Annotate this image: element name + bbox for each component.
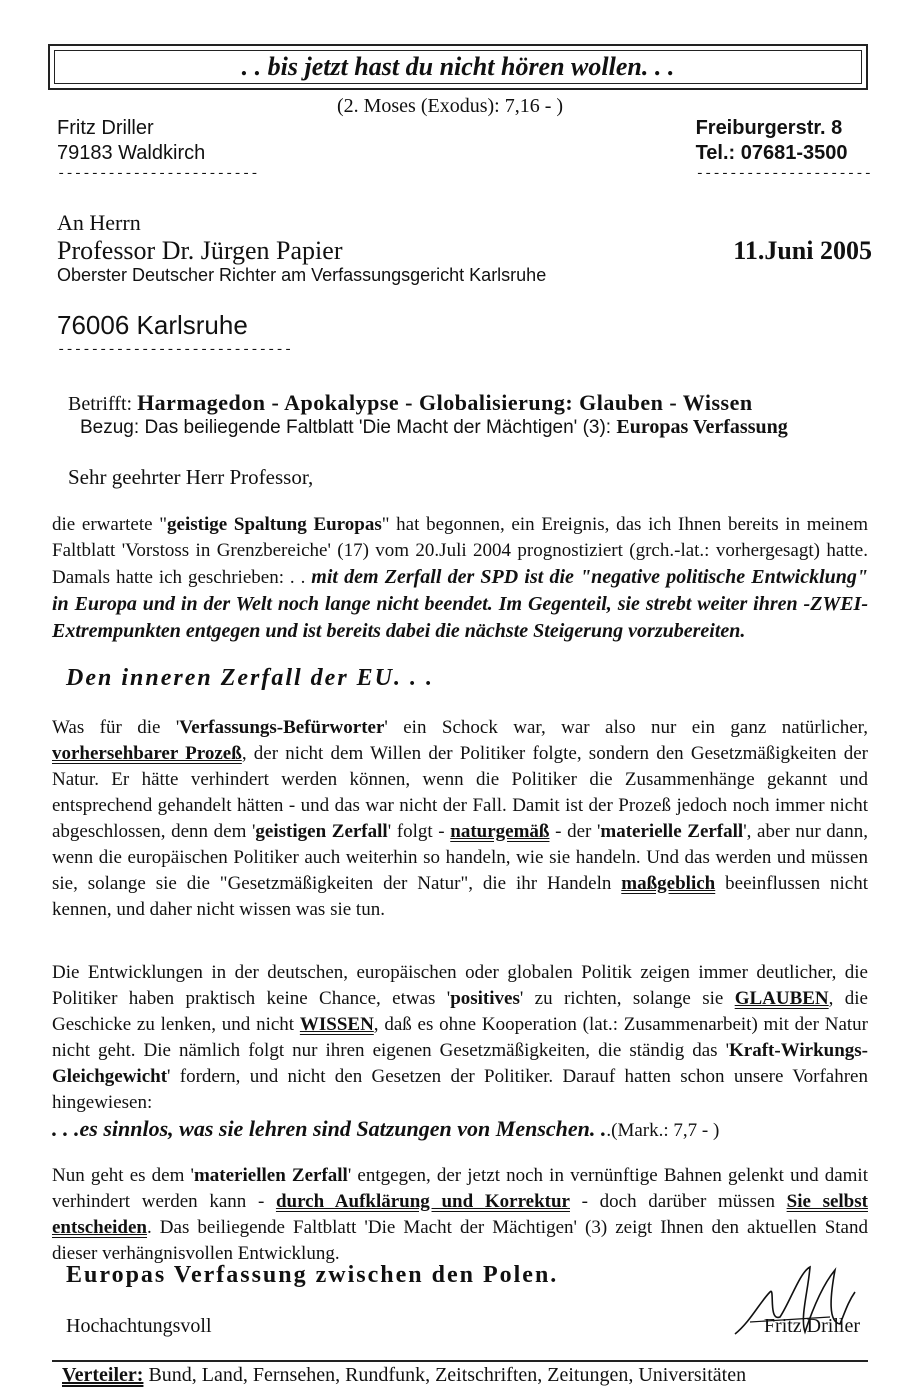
sender-city: 79183 Waldkirch: [57, 142, 206, 164]
p3-quote: . . .es sinnlos, was sie lehren sind Satzungen von Menschen. .: [52, 1116, 607, 1141]
sender-dash-right: ---------------------: [695, 166, 872, 182]
motto-text: . . bis jetzt hast du nicht hören wollen. . .: [54, 50, 862, 84]
p3-h: Kraft-Wirkungs-Gleichgewicht: [52, 1040, 868, 1087]
p2-e: , der nicht dem Willen der Politiker folgte, sondern den Gesetzmäßigkeiten der Natur. Er hätte verhindert werden können, wenn die Politiker die Zusammenhänge gekannt und entsprechend gehandelt hätten - und das war nicht der Fall. Damit ist der Prozeß jedoch noch immer nicht abgeschlossen, denn dem ': [52, 743, 868, 842]
reference-text: Das beiliegende Faltblatt 'Die Macht der Mächtigen' (3):: [144, 417, 612, 438]
p1-citation: mit dem Zerfall der SPD ist die "negative politische Entwicklung" in Europa und in der Welt noch lange nicht beendet. Im Gegenteil, sie strebt weiter ihren -ZWEI- Extrempunkten entgegen und ist bereits dabei die nächste Steigerung vorzubereiten.: [52, 566, 868, 642]
paragraph-4: [52, 1163, 868, 1267]
letter-date: 11.Juni 2005: [733, 236, 872, 265]
motto-reference: (2. Moses (Exodus): 7,16 - ): [336, 95, 564, 117]
paragraph-2: [52, 715, 868, 923]
reference-bold: Europas Verfassung: [616, 416, 788, 438]
paragraph-1: [52, 512, 868, 645]
p2-d: vorhersehbarer Prozeß: [52, 743, 242, 764]
p2-m: beeinflussen nicht kennen, und daher nicht wissen was sie tun.: [52, 873, 868, 920]
heading-2: Europas Verfassung zwischen den Polen.: [66, 1262, 559, 1288]
distribution-text: Bund, Land, Fernsehen, Rundfunk, Zeitschriften, Zeitungen, Universitäten: [143, 1364, 747, 1386]
p3-g: , daß es ohne Kooperation (lat.: Zusammenarbeit) mit der Natur nicht geht. Die nämlich folgt nur ihren eigenen Gesetzmäßigkeiten, die ständig das ': [52, 1014, 868, 1061]
p3-quote-ref: .(Mark.: 7,7 - ): [606, 1120, 720, 1141]
p3-b: positives: [450, 988, 520, 1009]
closing: Hochachtungsvoll: [66, 1315, 212, 1337]
p3-e: , die Geschicke zu lenken, und nicht: [52, 988, 868, 1035]
recipient-dash: ----------------------------: [57, 342, 293, 358]
distribution-line: [62, 1364, 746, 1387]
p3-i: ' fordern, und nicht den Gesetzen der Politiker. Darauf hatten schon unsere Vorfahren hingewiesen:: [52, 1066, 868, 1113]
p4-b: materiellen Zerfall: [193, 1165, 348, 1186]
recipient-salutation: An Herrn: [57, 210, 141, 235]
subject-text: Harmagedon - Apokalypse - Globalisierung: Glauben - Wissen: [137, 390, 753, 415]
p2-a: Was für die ': [52, 717, 180, 738]
p2-k: ', aber nur dann, wenn die europäischen Politiker auch weiterhin so handeln, wie sie handeln. Und das werden und müssen sie, solange sie die "Gesetzmäßigkeiten der Natur", die ihr Handeln: [52, 821, 868, 894]
motto-frame: [48, 44, 868, 90]
sender-name: Fritz Driller: [57, 117, 154, 139]
p4-g: . Das beiliegende Faltblatt 'Die Macht der Mächtigen' (3) zeigt Ihnen den aktuellen Stand dieser verhängnisvollen Entwicklung.: [52, 1217, 868, 1264]
heading-1: Den inneren Zerfall der EU. . .: [66, 665, 434, 691]
p2-i: - der ': [549, 821, 601, 842]
subject-line: [68, 390, 753, 416]
recipient-city: 76006 Karlsruhe: [57, 310, 248, 340]
recipient-name: Professor Dr. Jürgen Papier: [57, 236, 343, 265]
p2-h: naturgemäß: [450, 821, 550, 842]
p2-g: ' folgt -: [387, 821, 451, 842]
signature-name: Fritz Driller: [763, 1315, 860, 1337]
p2-f: geistigen Zerfall: [255, 821, 388, 842]
p3-c: ' zu richten, solange sie: [519, 988, 735, 1009]
p3-f: WISSEN: [299, 1014, 374, 1035]
recipient-title: Oberster Deutscher Richter am Verfassungsgericht Karlsruhe: [57, 265, 547, 285]
subject-label: Betrifft:: [68, 393, 133, 415]
p4-e: - doch darüber müssen: [569, 1191, 787, 1212]
p2-c: ' ein Schock war, war also nur ein ganz natürlicher,: [384, 717, 869, 738]
p2-l: maßgeblich: [621, 873, 716, 894]
sender-phone: Tel.: 07681-3500: [695, 142, 848, 164]
reference-line: [80, 416, 788, 439]
p1-text-c: " hat begonnen, ein Ereignis, das ich Ihnen bereits in meinem Faltblatt 'Vorstoss in Grenzbereiche' (17) vom 20.Juli 2004 prognostiziert (grch.-lat.: vorhergesagt) hatte. Damals hatte ich geschrieben: . .: [52, 514, 868, 588]
p4-a: Nun geht es dem ': [52, 1165, 194, 1186]
footer-rule: [52, 1360, 868, 1362]
p1-bold: geistige Spaltung Europas: [167, 514, 382, 535]
p3-a: Die Entwicklungen in der deutschen, europäischen oder globalen Politik zeigen immer deutlicher, die Politiker haben praktisch keine Chance, etwas ': [52, 962, 868, 1009]
p2-j: materielle Zerfall: [600, 821, 744, 842]
p1-text-a: die erwartete ": [52, 514, 168, 535]
p4-c: ' entgegen, der jetzt noch in vernünftige Bahnen gelenkt und damit verhindert werden kann -: [52, 1165, 868, 1212]
paragraph-3: [52, 960, 868, 1144]
greeting: Sehr geehrter Herr Professor,: [68, 465, 314, 489]
p4-d: durch Aufklärung und Korrektur: [275, 1191, 570, 1212]
p4-f: Sie selbst entscheiden: [52, 1191, 868, 1238]
sender-street: Freiburgerstr. 8: [695, 117, 843, 139]
sender-dash-left: ------------------------: [57, 166, 259, 182]
p2-b: Verfassungs-Befürworter: [179, 717, 385, 738]
sender-block: [57, 116, 259, 182]
p3-d: GLAUBEN: [734, 988, 829, 1009]
reference-label: Bezug:: [80, 417, 140, 438]
sender-contact: [696, 116, 872, 182]
distribution-label: Verteiler:: [62, 1364, 144, 1386]
